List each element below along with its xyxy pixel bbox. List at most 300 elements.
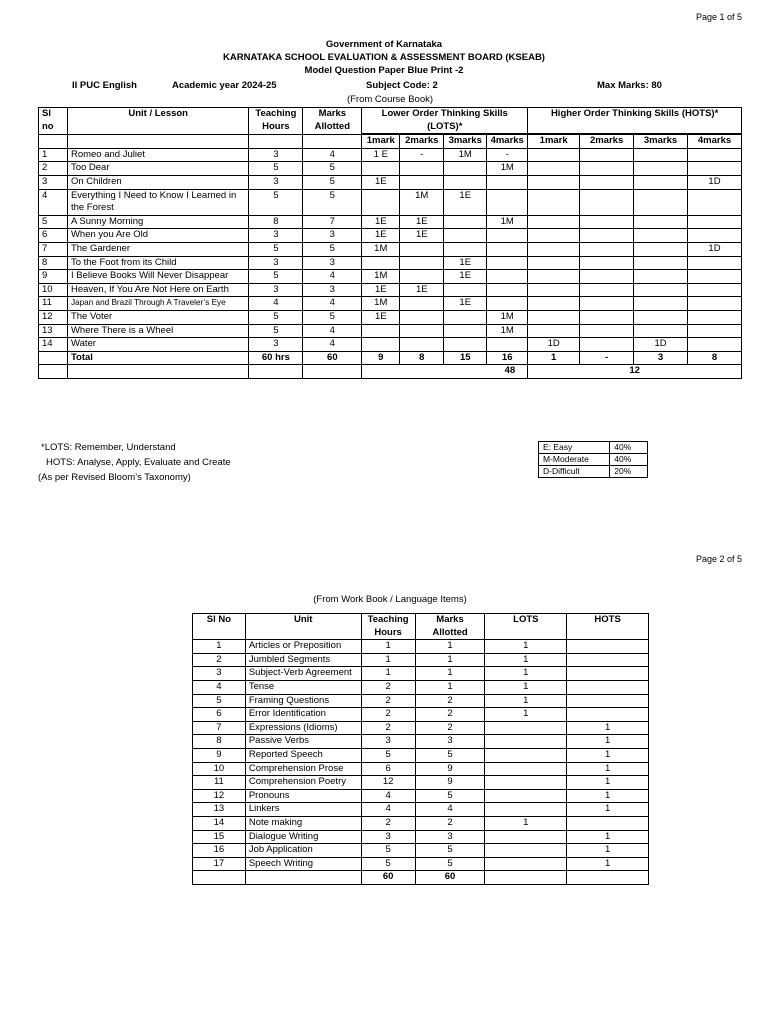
row-value: 1 E (362, 148, 400, 162)
row-marks: 4 (303, 338, 362, 352)
header-board: KARNATAKA SCHOOL EVALUATION & ASSESSMENT BOARD (KSEAB) (223, 52, 545, 63)
row-marks: 2 (415, 708, 485, 722)
row-marks: 1 (415, 653, 485, 667)
row-hots (567, 653, 649, 667)
row-value: - (487, 148, 528, 162)
total-row (39, 351, 742, 365)
legend-row (539, 454, 648, 466)
row-value (688, 283, 742, 297)
row-hours: 4 (361, 803, 415, 817)
row-unit: Comprehension Poetry (245, 776, 361, 790)
row-sl: 14 (39, 338, 68, 352)
row-marks: 3 (303, 229, 362, 243)
row-marks: 1 (415, 640, 485, 654)
row-value (487, 189, 528, 215)
row-sl: 8 (193, 735, 246, 749)
row-hots: 1 (567, 776, 649, 790)
legend-percent: 20% (610, 466, 648, 478)
row-sl: 10 (193, 762, 246, 776)
row-value (487, 338, 528, 352)
row-value (634, 162, 688, 176)
row-unit: Tense (245, 680, 361, 694)
row-unit: Error Identification (245, 708, 361, 722)
row-value (400, 175, 444, 189)
col-hots: Higher Order Thinking Skills (HOTS)* (528, 108, 742, 134)
row-sl: 8 (39, 256, 68, 270)
row-hots: 1 (567, 789, 649, 803)
total-hours: 60 hrs (249, 351, 303, 365)
row-value (362, 189, 400, 215)
total-value: 8 (688, 351, 742, 365)
legend-label: M-Moderate (539, 454, 610, 466)
sub-header-cell: 1mark (362, 135, 400, 149)
row-marks: 5 (303, 310, 362, 324)
row-value: 1E (400, 215, 444, 229)
row-hours: 3 (249, 283, 303, 297)
table-row (39, 324, 742, 338)
row-marks: 5 (303, 175, 362, 189)
row-sl: 1 (39, 148, 68, 162)
row-value: 1E (362, 175, 400, 189)
row-value: 1M (487, 310, 528, 324)
row-unit: Dialogue Writing (245, 830, 361, 844)
row-value (688, 229, 742, 243)
row-hours: 1 (361, 653, 415, 667)
table-row (193, 653, 649, 667)
row-lots (485, 789, 567, 803)
legend-label: D-Difficult (539, 466, 610, 478)
row-value (487, 270, 528, 284)
row-lots (485, 735, 567, 749)
row-marks: 5 (303, 162, 362, 176)
row-marks: 2 (415, 816, 485, 830)
row-value: 1M (362, 270, 400, 284)
row-value: 1M (400, 189, 444, 215)
table-row (39, 162, 742, 176)
row-value (487, 297, 528, 311)
row-hots (567, 694, 649, 708)
row-sl: 5 (39, 215, 68, 229)
note-lots: *LOTS: Remember, Understand (41, 442, 176, 453)
sub-header-cell: 4marks (487, 135, 528, 149)
row-hours: 3 (249, 256, 303, 270)
row-value (580, 324, 634, 338)
row-lots: 1 (485, 667, 567, 681)
row-lots (485, 776, 567, 790)
row-marks: 5 (415, 857, 485, 871)
table-row (193, 830, 649, 844)
row-value: 1E (400, 283, 444, 297)
col-lots-2: LOTS (485, 614, 567, 640)
row-hours: 5 (249, 310, 303, 324)
row-value (362, 324, 400, 338)
row-sl: 13 (193, 803, 246, 817)
col-lots: Lower Order Thinking Skills (LOTS)* (362, 108, 528, 134)
table-row (39, 297, 742, 311)
row-marks: 4 (415, 803, 485, 817)
page-number-2: Page 2 of 5 (695, 554, 742, 564)
table-row (193, 844, 649, 858)
row-value: 1D (528, 338, 580, 352)
table-row (39, 215, 742, 229)
row-value: 1E (362, 229, 400, 243)
row-sl: 2 (39, 162, 68, 176)
row-unit: Speech Writing (245, 857, 361, 871)
header-paper-title: Model Question Paper Blue Print -2 (304, 65, 464, 76)
total-marks: 60 (415, 871, 485, 885)
row-value (688, 148, 742, 162)
row-value: - (400, 148, 444, 162)
row-hours: 2 (361, 708, 415, 722)
row-lots: 1 (485, 653, 567, 667)
row-value (528, 229, 580, 243)
total-value: 8 (400, 351, 444, 365)
row-marks: 5 (303, 189, 362, 215)
row-value (400, 162, 444, 176)
row-value: 1M (487, 215, 528, 229)
row-value (580, 229, 634, 243)
row-hours: 1 (361, 640, 415, 654)
row-lots (485, 844, 567, 858)
row-lots: 1 (485, 816, 567, 830)
row-value (528, 189, 580, 215)
row-value (580, 310, 634, 324)
row-marks: 7 (303, 215, 362, 229)
legend-percent: 40% (610, 442, 648, 454)
row-value (580, 283, 634, 297)
row-sl: 16 (193, 844, 246, 858)
table-row (39, 229, 742, 243)
row-hots: 1 (567, 844, 649, 858)
row-value (362, 338, 400, 352)
table-row (39, 338, 742, 352)
row-hours: 5 (249, 242, 303, 256)
row-unit: A Sunny Morning (67, 215, 248, 229)
total-value: - (580, 351, 634, 365)
row-hours: 2 (361, 816, 415, 830)
row-unit: Note making (245, 816, 361, 830)
header-government: Government of Karnataka (325, 39, 443, 50)
row-value (688, 324, 742, 338)
table-row (39, 242, 742, 256)
page-number: Page 1 of 5 (695, 12, 742, 22)
row-hours: 1 (361, 667, 415, 681)
row-value (634, 256, 688, 270)
summary-row (39, 365, 742, 379)
col-unit: Unit / Lesson (67, 108, 248, 135)
total-value: 3 (634, 351, 688, 365)
row-marks: 1 (415, 680, 485, 694)
row-value (580, 242, 634, 256)
row-lots (485, 721, 567, 735)
row-value: 1M (362, 242, 400, 256)
row-value (688, 297, 742, 311)
total-hours: 60 (361, 871, 415, 885)
note-hots: HOTS: Analyse, Apply, Evaluate and Create (46, 457, 231, 468)
row-value (444, 215, 487, 229)
row-value (688, 256, 742, 270)
row-marks: 4 (303, 148, 362, 162)
table-row (39, 175, 742, 189)
row-unit: Water (67, 338, 248, 352)
row-value: 1D (688, 242, 742, 256)
row-value: 1E (400, 229, 444, 243)
row-hots (567, 667, 649, 681)
row-unit: I Believe Books Will Never Disappear (67, 270, 248, 284)
workbook-blueprint-table (192, 613, 649, 885)
row-unit: On Children (67, 175, 248, 189)
table-row (193, 857, 649, 871)
row-value (400, 310, 444, 324)
row-hots (567, 640, 649, 654)
table-row (39, 283, 742, 297)
row-marks: 9 (415, 762, 485, 776)
row-value (580, 297, 634, 311)
row-lots (485, 857, 567, 871)
row-unit: Articles or Preposition (245, 640, 361, 654)
table-row (193, 748, 649, 762)
row-marks: 5 (415, 789, 485, 803)
row-unit: Pronouns (245, 789, 361, 803)
row-value (634, 297, 688, 311)
row-value (634, 310, 688, 324)
row-hours: 5 (249, 162, 303, 176)
row-value: 1M (487, 162, 528, 176)
sub-header-cell: 1mark (528, 135, 580, 149)
row-value (487, 283, 528, 297)
total-label: Total (67, 351, 248, 365)
row-marks: 9 (415, 776, 485, 790)
row-marks: 3 (303, 256, 362, 270)
total-value: 15 (444, 351, 487, 365)
legend-row (539, 442, 648, 454)
row-sl: 3 (193, 667, 246, 681)
table-row (193, 680, 649, 694)
row-marks: 2 (415, 694, 485, 708)
row-value (634, 324, 688, 338)
row-marks: 3 (303, 283, 362, 297)
row-hours: 4 (249, 297, 303, 311)
row-value: 1E (444, 297, 487, 311)
total-marks: 60 (303, 351, 362, 365)
row-unit: Everything I Need to Know I Learned in the Forest (67, 189, 248, 215)
row-marks: 4 (303, 324, 362, 338)
col-marks-2: Marks Allotted (415, 614, 485, 640)
row-sl: 4 (193, 680, 246, 694)
legend-label: E: Easy (539, 442, 610, 454)
row-value (400, 242, 444, 256)
row-value (362, 256, 400, 270)
row-hours: 12 (361, 776, 415, 790)
row-value (688, 189, 742, 215)
row-hours: 8 (249, 215, 303, 229)
sub-header-cell: 2marks (400, 135, 444, 149)
row-value: 1M (487, 324, 528, 338)
workbook-source-label: (From Work Book / Language Items) (313, 594, 467, 605)
legend-row (539, 466, 648, 478)
row-value (634, 148, 688, 162)
row-value (580, 175, 634, 189)
sub-header-row (39, 135, 742, 149)
total-row (193, 871, 649, 885)
row-hours: 3 (249, 148, 303, 162)
total-value: 9 (362, 351, 400, 365)
row-value (528, 324, 580, 338)
row-hours: 5 (249, 324, 303, 338)
table-row (193, 803, 649, 817)
row-unit: Heaven, If You Are Not Here on Earth (67, 283, 248, 297)
row-value: 1M (362, 297, 400, 311)
row-value (528, 283, 580, 297)
row-value (634, 242, 688, 256)
row-unit: When you Are Old (67, 229, 248, 243)
row-value (487, 256, 528, 270)
row-hots (567, 680, 649, 694)
row-hours: 3 (361, 735, 415, 749)
course-book-blueprint-table (38, 107, 742, 379)
col-sl: Sl no (39, 108, 68, 135)
row-value (400, 256, 444, 270)
row-hours: 6 (361, 762, 415, 776)
row-hours: 2 (361, 721, 415, 735)
row-value (487, 175, 528, 189)
row-unit: Comprehension Prose (245, 762, 361, 776)
row-lots: 1 (485, 694, 567, 708)
row-value (580, 215, 634, 229)
table-row (193, 667, 649, 681)
row-hours: 2 (361, 694, 415, 708)
row-value: 1E (444, 256, 487, 270)
row-sl: 11 (39, 297, 68, 311)
row-hots: 1 (567, 721, 649, 735)
row-value (528, 256, 580, 270)
row-sl: 12 (39, 310, 68, 324)
row-sl: 4 (39, 189, 68, 215)
row-hots: 1 (567, 735, 649, 749)
row-value (528, 148, 580, 162)
row-unit: Too Dear (67, 162, 248, 176)
table-row (39, 310, 742, 324)
row-sl: 7 (39, 242, 68, 256)
total-value: 16 (487, 351, 528, 365)
row-value: 1E (362, 215, 400, 229)
row-sl: 7 (193, 721, 246, 735)
legend-percent: 40% (610, 454, 648, 466)
source-label: (From Course Book) (346, 94, 434, 105)
row-unit: Job Application (245, 844, 361, 858)
row-hours: 5 (361, 844, 415, 858)
row-value (634, 175, 688, 189)
row-value: 1E (362, 310, 400, 324)
col-hots-2: HOTS (567, 614, 649, 640)
row-hours: 3 (249, 338, 303, 352)
row-unit: Reported Speech (245, 748, 361, 762)
hots-sum: 12 (528, 365, 742, 379)
row-unit: Where There is a Wheel (67, 324, 248, 338)
table-row (193, 694, 649, 708)
row-value (528, 270, 580, 284)
table-row (39, 189, 742, 215)
table-row (39, 148, 742, 162)
row-marks: 2 (415, 721, 485, 735)
row-value: 1D (634, 338, 688, 352)
row-lots: 1 (485, 680, 567, 694)
row-value (634, 215, 688, 229)
row-value (362, 162, 400, 176)
row-hours: 4 (361, 789, 415, 803)
row-value (580, 148, 634, 162)
row-hots: 1 (567, 748, 649, 762)
row-hours: 3 (361, 830, 415, 844)
row-value (528, 215, 580, 229)
table-row (39, 256, 742, 270)
notes (38, 440, 231, 485)
row-value (444, 283, 487, 297)
row-value (688, 338, 742, 352)
row-unit: Passive Verbs (245, 735, 361, 749)
row-sl: 15 (193, 830, 246, 844)
row-value (528, 310, 580, 324)
row-lots: 1 (485, 640, 567, 654)
row-value (688, 270, 742, 284)
row-unit: Jumbled Segments (245, 653, 361, 667)
row-value (634, 283, 688, 297)
row-marks: 5 (415, 844, 485, 858)
table-row (193, 789, 649, 803)
row-value (444, 162, 487, 176)
row-value (634, 270, 688, 284)
total-value: 1 (528, 351, 580, 365)
row-value (580, 270, 634, 284)
row-value (580, 189, 634, 215)
row-sl: 9 (39, 270, 68, 284)
row-unit: Framing Questions (245, 694, 361, 708)
row-value (580, 162, 634, 176)
row-sl: 11 (193, 776, 246, 790)
row-value (444, 338, 487, 352)
row-value (444, 324, 487, 338)
row-hours: 5 (249, 189, 303, 215)
table-row (193, 816, 649, 830)
row-value (580, 256, 634, 270)
row-value (634, 229, 688, 243)
empty-cell (245, 871, 361, 885)
row-sl: 12 (193, 789, 246, 803)
row-lots (485, 748, 567, 762)
row-unit: The Voter (67, 310, 248, 324)
empty-cell (485, 871, 567, 885)
subject-code: Subject Code: 2 (366, 80, 438, 91)
row-unit: Japan and Brazil Through A Traveler’s Eye (67, 297, 248, 311)
row-unit: Linkers (245, 803, 361, 817)
empty-cell (193, 871, 246, 885)
row-value (444, 175, 487, 189)
col-hours-2: Teaching Hours (361, 614, 415, 640)
table-row (39, 270, 742, 284)
row-value (688, 162, 742, 176)
row-marks: 4 (303, 297, 362, 311)
row-sl: 6 (39, 229, 68, 243)
row-value (528, 175, 580, 189)
note-bloom: (As per Revised Bloom’s Taxonomy) (38, 472, 191, 483)
lots-sum: 48 (362, 365, 528, 379)
row-value (400, 270, 444, 284)
row-hots: 1 (567, 762, 649, 776)
row-unit: Subject-Verb Agreement (245, 667, 361, 681)
doc-header (0, 38, 768, 77)
row-marks: 5 (415, 748, 485, 762)
row-sl: 1 (193, 640, 246, 654)
